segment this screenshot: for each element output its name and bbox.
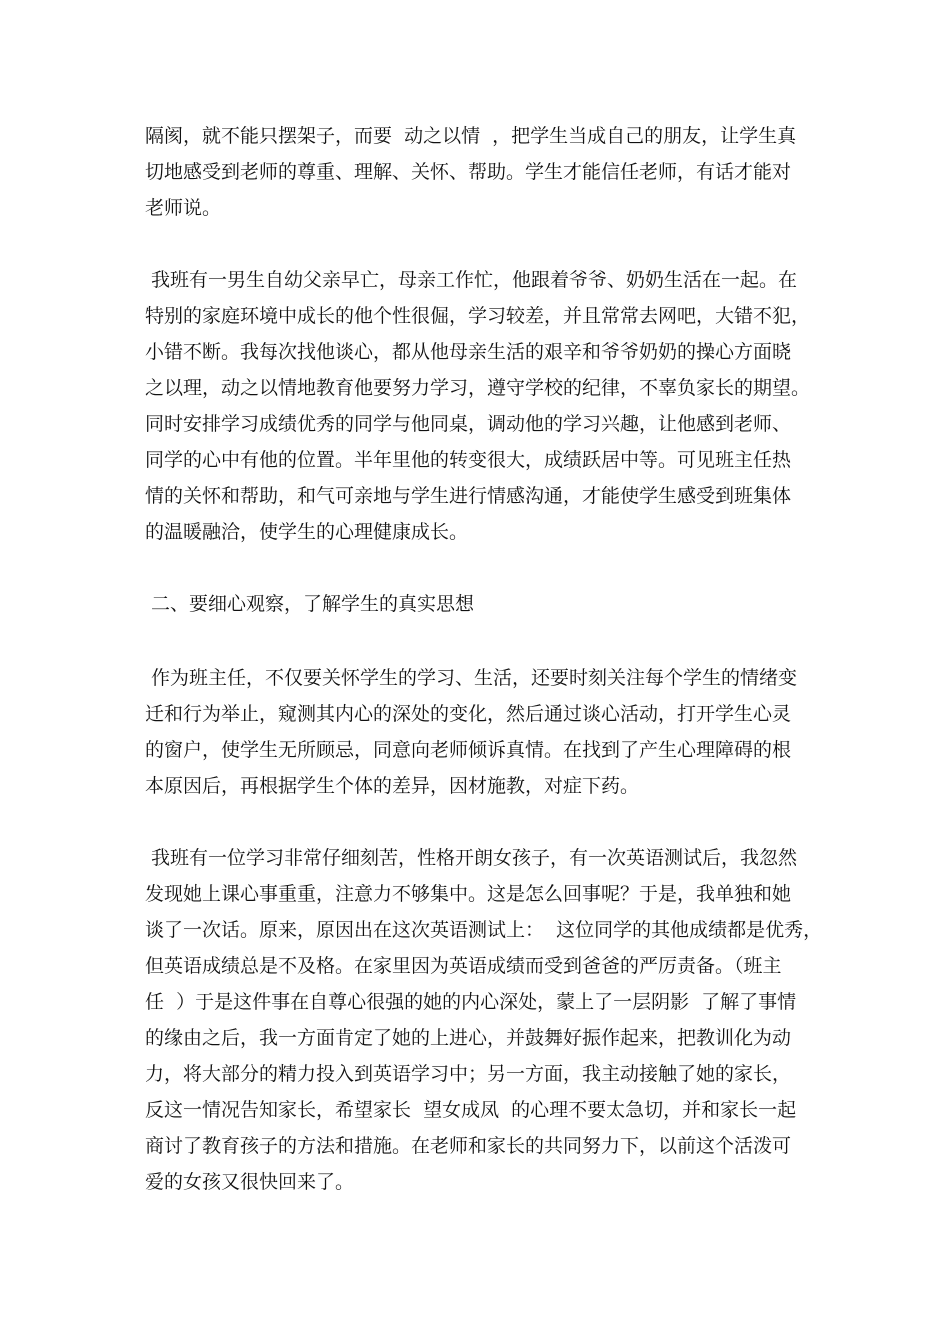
text-line: 的缘由之后，我一方面肯定了她的上进心，并鼓舞好振作起来，把教训化为动 [145, 1027, 792, 1049]
text-line: 情的关怀和帮助，和气可亲地与学生进行情感沟通，才能使学生感受到班集体 [145, 485, 792, 507]
text-line: 作为班主任，不仅要关怀学生的学习、生活，还要时刻关注每个学生的情绪变 [145, 667, 798, 689]
text-line: 反这一情况告知家长，希望家长 望女成凤 的心理不要太急切，并和家长一起 [145, 1099, 797, 1121]
text-line: 但英语成绩总是不及格。在家里因为英语成绩而受到爸爸的严厉责备。（班主 [145, 955, 782, 977]
text-line: 的窗户，使学生无所顾忌，同意向老师倾诉真情。在找到了产生心理障碍的根 [145, 739, 792, 761]
text-line: 迁和行为举止，窥测其内心的深处的变化，然后通过谈心活动，打开学生心灵 [145, 703, 792, 725]
text-line: 任 ）于是这件事在自尊心很强的她的内心深处，蒙上了一层阴影 了解了事情 [145, 991, 797, 1013]
text-line: 谈了一次话。原来，原因出在这次英语测试上： 这位同学的其他成绩都是优秀， [145, 919, 823, 941]
text-line: 力，将大部分的精力投入到英语学习中；另一方面，我主动接触了她的家长， [145, 1063, 792, 1085]
text-line: 同时安排学习成绩优秀的同学与他同桌，调动他的学习兴趣，让他感到老师、 [145, 413, 792, 435]
section-heading-text: 二、要细心观察，了解学生的真实思想 [145, 593, 475, 615]
text-line: 本原因后，再根据学生个体的差异，因材施教，对症下药。 [145, 775, 640, 797]
text-line: 商讨了教育孩子的方法和措施。在老师和家长的共同努力下，以前这个活泼可 [145, 1135, 792, 1157]
text-line: 爱的女孩又很快回来了。 [145, 1171, 355, 1193]
text-line: 特别的家庭环境中成长的他个性很倔，学习较差，并且常常去网吧，大错不犯， [145, 305, 811, 327]
text-line: 小错不断。我每次找他谈心，都从他母亲生活的艰辛和爷爷奶奶的操心方面晓 [145, 341, 792, 363]
text-line: 的温暖融洽，使学生的心理健康成长。 [145, 521, 469, 543]
text-line: 我班有一男生自幼父亲早亡，母亲工作忙，他跟着爷爷、奶奶生活在一起。在 [145, 269, 798, 291]
text-line: 我班有一位学习非常仔细刻苦，性格开朗女孩子，有一次英语测试后，我忽然 [145, 847, 798, 869]
text-line: 之以理，动之以情地教育他要努力学习，遵守学校的纪律，不辜负家长的期望。 [145, 377, 811, 399]
text-line: 同学的心中有他的位置。半年里他的转变很大，成绩跃居中等。可见班主任热 [145, 449, 792, 471]
text-line: 发现她上课心事重重，注意力不够集中。这是怎么回事呢？于是，我单独和她 [145, 883, 792, 905]
text-line: 隔阂，就不能只摆架子，而要 动之以情 ，把学生当成自己的朋友，让学生真 [145, 125, 797, 147]
text-line: 切地感受到老师的尊重、理解、关怀、帮助。学生才能信任老师，有话才能对 [145, 161, 792, 183]
text-line: 老师说。 [145, 197, 222, 219]
